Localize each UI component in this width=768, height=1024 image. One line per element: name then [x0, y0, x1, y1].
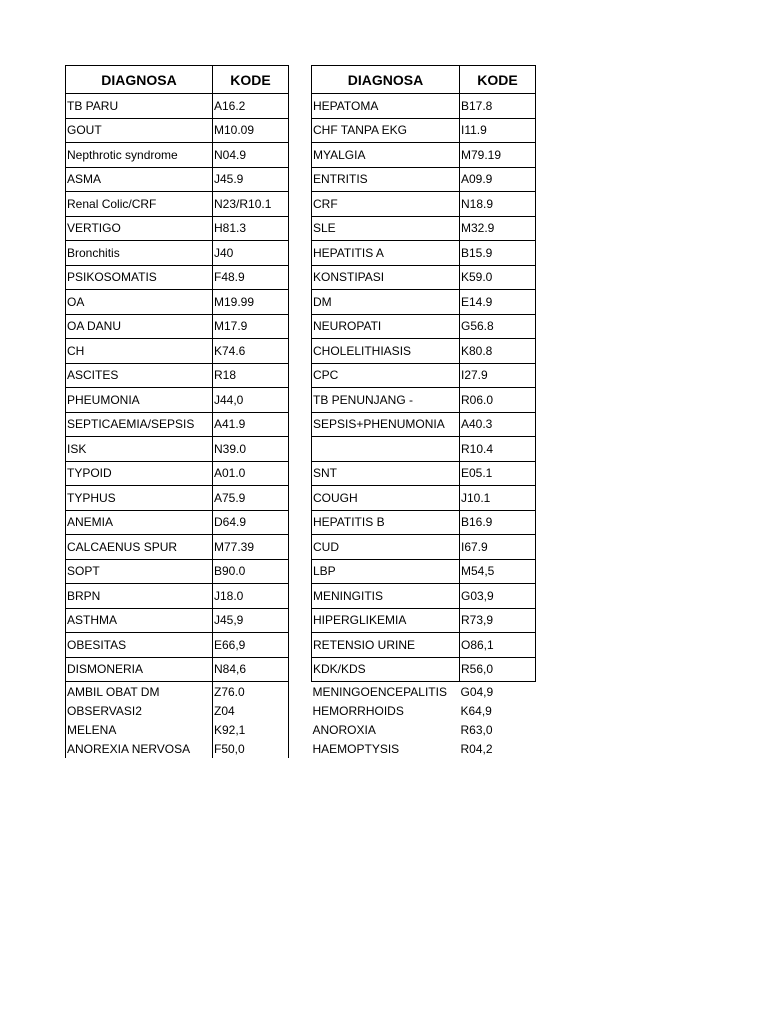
kode-cell: E66,9 [213, 633, 289, 658]
diagnosa-cell: BRPN [66, 584, 213, 609]
kode-cell: H81.3 [213, 216, 289, 241]
table-row [312, 486, 536, 511]
diagnosa-cell: COUGH [312, 486, 460, 511]
header-kode: KODE [213, 66, 289, 94]
diagnosa-cell: ANEMIA [66, 510, 213, 535]
kode-cell: D64.9 [213, 510, 289, 535]
kode-cell: I11.9 [460, 118, 536, 143]
diagnosa-cell: CHOLELITHIASIS [312, 339, 460, 364]
table-row [66, 720, 289, 739]
table-row [312, 437, 536, 462]
diagnosa-cell: SNT [312, 461, 460, 486]
diagnosa-cell: RETENSIO URINE [312, 633, 460, 658]
diagnosa-cell: ANOREXIA NERVOSA [66, 739, 213, 758]
kode-cell: B90.0 [213, 559, 289, 584]
table-row [66, 167, 289, 192]
kode-cell: E14.9 [460, 290, 536, 315]
table-row [66, 486, 289, 511]
header-diagnosa: DIAGNOSA [66, 66, 213, 94]
table-row [66, 265, 289, 290]
kode-cell: F48.9 [213, 265, 289, 290]
diagnosa-cell: AMBIL OBAT DM [66, 682, 213, 702]
diagnosa-cell: CHF TANPA EKG [312, 118, 460, 143]
kode-cell: Z76.0 [213, 682, 289, 702]
kode-cell: N04.9 [213, 143, 289, 168]
diagnosa-cell: CALCAENUS SPUR [66, 535, 213, 560]
kode-cell: R04,2 [460, 741, 493, 756]
kode-cell: N84,6 [213, 657, 289, 682]
table-row [312, 339, 536, 364]
diagnosa-cell: SEPTICAEMIA/SEPSIS [66, 412, 213, 437]
kode-cell: M77.39 [213, 535, 289, 560]
diagnosa-cell: DM [312, 290, 460, 315]
diagnosa-cell: NEUROPATI [312, 314, 460, 339]
diagnosa-cell: ISK [66, 437, 213, 462]
kode-cell: M10.09 [213, 118, 289, 143]
kode-cell: J10.1 [460, 486, 536, 511]
table-row [66, 608, 289, 633]
diagnosa-cell: SOPT [66, 559, 213, 584]
kode-cell: G03,9 [460, 584, 536, 609]
diagnosa-cell: CPC [312, 363, 460, 388]
diagnosa-cell: CUD [312, 535, 460, 560]
table-row [312, 701, 536, 720]
table-body-left [66, 94, 289, 759]
diagnosa-cell: MYALGIA [312, 143, 460, 168]
diagnosa-cell: SLE [312, 216, 460, 241]
kode-cell: J40 [213, 241, 289, 266]
table-row [312, 720, 536, 739]
diagnosis-table-left [65, 65, 289, 758]
diagnosa-cell: LBP [312, 559, 460, 584]
table-row [66, 412, 289, 437]
kode-cell: M19.99 [213, 290, 289, 315]
table-row [66, 461, 289, 486]
table-row [66, 314, 289, 339]
table-row [312, 510, 536, 535]
diagnosa-cell: TB PARU [66, 94, 213, 119]
diagnosa-cell: OBSERVASI2 [66, 701, 213, 720]
diagnosa-cell: MENINGITIS [312, 584, 460, 609]
diagnosa-cell: PSIKOSOMATIS [66, 265, 213, 290]
table-row [66, 216, 289, 241]
table-row [312, 682, 536, 702]
table-row [66, 437, 289, 462]
kode-cell: G56.8 [460, 314, 536, 339]
table-row [66, 192, 289, 217]
kode-cell: A41.9 [213, 412, 289, 437]
table-row [66, 290, 289, 315]
table-row [66, 535, 289, 560]
diagnosa-cell: HIPERGLIKEMIA [312, 608, 460, 633]
kode-cell: A01.0 [213, 461, 289, 486]
table-row [66, 118, 289, 143]
diagnosa-cell: TB PENUNJANG - [312, 388, 460, 413]
table-row [312, 388, 536, 413]
kode-cell: B17.8 [460, 94, 536, 119]
table-row [312, 461, 536, 486]
kode-cell: M54,5 [460, 559, 536, 584]
kode-cell: B16.9 [460, 510, 536, 535]
table-row [66, 339, 289, 364]
kode-cell: A75.9 [213, 486, 289, 511]
kode-cell: R56,0 [460, 657, 536, 682]
kode-cell: F50,0 [213, 739, 289, 758]
kode-cell: N39.0 [213, 437, 289, 462]
diagnosa-cell: HEPATOMA [312, 94, 460, 119]
table-row [312, 118, 536, 143]
table-row [312, 290, 536, 315]
kode-cell: M79.19 [460, 143, 536, 168]
diagnosa-cell: HAEMOPTYSIS [312, 741, 400, 756]
header-kode: KODE [460, 66, 536, 94]
diagnosa-cell: GOUT [66, 118, 213, 143]
table-row [66, 682, 289, 702]
table-row [66, 363, 289, 388]
table-row [66, 584, 289, 609]
table-row [312, 265, 536, 290]
kode-cell: R06.0 [460, 388, 536, 413]
kode-cell: K80.8 [460, 339, 536, 364]
table-row [312, 584, 536, 609]
diagnosa-cell: CRF [312, 192, 460, 217]
diagnosa-cell: SEPSIS+PHENUMONIA [312, 412, 460, 437]
diagnosa-cell: MENINGOENCEPALITIS [312, 684, 447, 699]
diagnosa-cell: KONSTIPASI [312, 265, 460, 290]
table-row [66, 739, 289, 758]
table-row [312, 633, 536, 658]
diagnosa-cell: HEPATITIS B [312, 510, 460, 535]
table-row [312, 314, 536, 339]
diagnosa-cell: OBESITAS [66, 633, 213, 658]
kode-cell: J45,9 [213, 608, 289, 633]
kode-cell: Z04 [213, 701, 289, 720]
kode-cell: A40.3 [460, 412, 536, 437]
diagnosa-cell: ANOROXIA [312, 722, 376, 737]
diagnosa-cell: Nepthrotic syndrome [66, 143, 213, 168]
kode-cell: R18 [213, 363, 289, 388]
diagnosa-cell: ASMA [66, 167, 213, 192]
table-row [312, 192, 536, 217]
kode-cell: G04,9 [460, 684, 494, 699]
kode-cell: A09.9 [460, 167, 536, 192]
diagnosa-cell: DISMONERIA [66, 657, 213, 682]
kode-cell: K74.6 [213, 339, 289, 364]
table-row [66, 388, 289, 413]
kode-cell: K59.0 [460, 265, 536, 290]
diagnosis-table-right [311, 65, 536, 758]
kode-cell: J44,0 [213, 388, 289, 413]
diagnosa-cell: KDK/KDS [312, 657, 460, 682]
kode-cell: K92,1 [213, 720, 289, 739]
diagnosa-cell: PHEUMONIA [66, 388, 213, 413]
diagnosa-cell: ASTHMA [66, 608, 213, 633]
kode-cell: E05.1 [460, 461, 536, 486]
kode-cell: J45.9 [213, 167, 289, 192]
kode-cell: M17.9 [213, 314, 289, 339]
table-row [66, 510, 289, 535]
kode-cell: B15.9 [460, 241, 536, 266]
diagnosa-cell: Renal Colic/CRF [66, 192, 213, 217]
kode-cell: R73,9 [460, 608, 536, 633]
header-diagnosa: DIAGNOSA [312, 66, 460, 94]
diagnosa-cell: TYPOID [66, 461, 213, 486]
table-row [66, 559, 289, 584]
kode-cell: O86,1 [460, 633, 536, 658]
diagnosa-cell: MELENA [66, 720, 213, 739]
table-row [66, 143, 289, 168]
table-row [66, 633, 289, 658]
kode-cell: I67.9 [460, 535, 536, 560]
table-row [312, 363, 536, 388]
diagnosa-cell: VERTIGO [66, 216, 213, 241]
diagnosa-cell: HEMORRHOIDS [312, 703, 404, 718]
table-row [312, 535, 536, 560]
diagnosa-cell: HEPATITIS A [312, 241, 460, 266]
kode-cell: M32.9 [460, 216, 536, 241]
kode-cell: I27.9 [460, 363, 536, 388]
kode-cell: N23/R10.1 [213, 192, 289, 217]
diagnosa-cell: CH [66, 339, 213, 364]
table-row [312, 167, 536, 192]
kode-cell: N18.9 [460, 192, 536, 217]
table-row [312, 143, 536, 168]
kode-cell: A16.2 [213, 94, 289, 119]
table-row [312, 94, 536, 119]
table-row [312, 657, 536, 682]
table-row [66, 94, 289, 119]
table-body-right [312, 94, 536, 759]
table-row [312, 412, 536, 437]
diagnosa-cell: TYPHUS [66, 486, 213, 511]
table-row [66, 657, 289, 682]
kode-cell: K64,9 [460, 703, 492, 718]
diagnosa-cell: OA DANU [66, 314, 213, 339]
table-row [66, 701, 289, 720]
table-row [66, 241, 289, 266]
diagnosa-cell: Bronchitis [66, 241, 213, 266]
table-row [312, 216, 536, 241]
diagnosa-cell: ASCITES [66, 363, 213, 388]
diagnosa-cell [312, 437, 460, 462]
table-row [312, 739, 536, 758]
kode-cell: R63,0 [460, 722, 493, 737]
table-row [312, 608, 536, 633]
table-row [312, 241, 536, 266]
diagnosa-cell: ENTRITIS [312, 167, 460, 192]
table-row [312, 559, 536, 584]
diagnosa-cell: OA [66, 290, 213, 315]
kode-cell: J18.0 [213, 584, 289, 609]
kode-cell: R10.4 [460, 437, 536, 462]
